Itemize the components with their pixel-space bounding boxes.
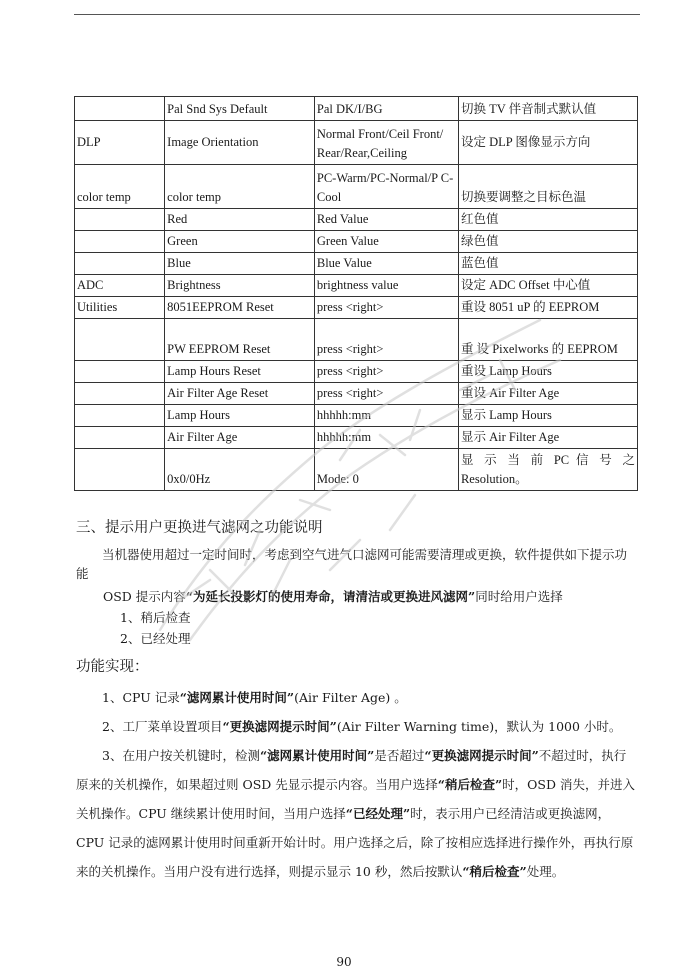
text-run: “已经处理” (345, 806, 411, 821)
table-cell: Utilities (75, 297, 165, 319)
table-cell: Brightness (165, 275, 315, 297)
text-run: 时，表示用户已经清洁或更换滤网，CPU 记录的滤网累计使用时间重新开始计时。用户选择之后，除了按相应选择进行操作外，再执行原来的关机操作。当用户没有进行选择，则提示显示 10 秒，然后按默认 (76, 806, 634, 879)
table-cell: ADC (75, 275, 165, 297)
table-cell (75, 361, 165, 383)
table-cell: 切换要调整之目标色温 (458, 165, 637, 209)
table-cell: 红色值 (458, 209, 637, 231)
table-cell: Pal DK/I/BG (314, 97, 458, 121)
header-rule (74, 14, 640, 15)
osd-prompt-line (103, 587, 563, 605)
text-run: (Air Filter Age) 。 (294, 690, 407, 705)
table-cell (75, 231, 165, 253)
table-cell (75, 383, 165, 405)
table-row (75, 275, 638, 297)
intro-paragraph: 当机器使用超过一定时间时，考虑到空气进气口滤网可能需要清理或更换，软件提供如下提示功能 (76, 547, 628, 581)
table-cell: Pal Snd Sys Default (165, 97, 315, 121)
table-cell (75, 449, 165, 491)
table-cell: press <right> (314, 361, 458, 383)
table-cell: Green Value (314, 231, 458, 253)
table-cell: 绿色值 (458, 231, 637, 253)
table-cell: Air Filter Age Reset (165, 383, 315, 405)
text-run: “更换滤网提示时间” (222, 719, 337, 734)
table-cell: Red Value (314, 209, 458, 231)
table-cell: 重设 8051 uP 的 EEPROM (458, 297, 637, 319)
table-cell: Green (165, 231, 315, 253)
table-row (75, 449, 638, 491)
table-cell: color temp (75, 165, 165, 209)
table-cell (75, 319, 165, 361)
text-run: “滤网累计使用时间” (179, 690, 295, 705)
option-done: 2、已经处理 (120, 631, 191, 646)
osd-quote: “为延长投影灯的使用寿命，请清洁或更换进风滤网” (185, 589, 476, 604)
table-cell: 设定 DLP 图像显示方向 (458, 121, 637, 165)
table-cell (75, 405, 165, 427)
text-run: 1、CPU 记录 (102, 690, 180, 705)
table-cell: PC-Warm/PC-Normal/P C-Cool (314, 165, 458, 209)
text-run: (Air Filter Warning time)，默认为 1000 小时。 (336, 719, 622, 734)
table-row (75, 253, 638, 275)
text-run: 时，OSD 消失，并进入关机操作。CPU 继续累计使用时间，当用户选择 (76, 777, 635, 821)
text-run: “稍后检查” (437, 777, 503, 792)
text-run: 3、在用户按关机键时，检测 (102, 748, 260, 763)
osd-suffix: 同时给用户选择 (475, 589, 563, 604)
table-cell: brightness value (314, 275, 458, 297)
text-run: 是否超过 (374, 748, 425, 763)
table-cell: Normal Front/Ceil Front/ Rear/Rear,Ceiling (314, 121, 458, 165)
table-cell (75, 209, 165, 231)
table-cell: press <right> (314, 319, 458, 361)
table-row (75, 383, 638, 405)
table-cell: press <right> (314, 383, 458, 405)
table-cell: Mode: 0 (314, 449, 458, 491)
table-cell: 重 设 Pixelworks 的 EEPROM (458, 319, 637, 361)
table-cell: 设定 ADC Offset 中心值 (458, 275, 637, 297)
page-number: 90 (336, 955, 352, 969)
implementation-item-3 (76, 741, 638, 886)
section-heading: 三、提示用户更换进气滤网之功能说明 (76, 520, 323, 536)
table-cell: hhhhh:mm (314, 427, 458, 449)
table-cell: 0x0/0Hz (165, 449, 315, 491)
table-cell: Air Filter Age (165, 427, 315, 449)
table-cell: 蓝色值 (458, 253, 637, 275)
table-row (75, 405, 638, 427)
text-run: “更换滤网提示时间” (424, 748, 539, 763)
table-cell: color temp (165, 165, 315, 209)
table-cell: 重设 Air Filter Age (458, 383, 637, 405)
table-cell: 重设 Lamp Hours (458, 361, 637, 383)
implementation-item-1 (76, 683, 638, 712)
table-cell: 8051EEPROM Reset (165, 297, 315, 319)
settings-table (74, 96, 638, 491)
osd-prefix: OSD 提示内容 (103, 589, 186, 604)
text-run: 2、工厂菜单设置项目 (102, 719, 223, 734)
text-run: 处理。 (526, 864, 565, 879)
table-cell: 显 示 当 前 PC 信 号 之 Resolution。 (458, 449, 637, 491)
table-row (75, 319, 638, 361)
table-row (75, 361, 638, 383)
table-cell: 显示 Lamp Hours (458, 405, 637, 427)
table-row (75, 209, 638, 231)
table-row (75, 165, 638, 209)
table-cell: Image Orientation (165, 121, 315, 165)
table-cell: Red (165, 209, 315, 231)
table-row (75, 121, 638, 165)
table-cell (75, 253, 165, 275)
table-row (75, 97, 638, 121)
implementation-item-2 (76, 712, 638, 741)
table-cell: Blue (165, 253, 315, 275)
table-cell: PW EEPROM Reset (165, 319, 315, 361)
table-cell: hhhhh:mm (314, 405, 458, 427)
text-run: “滤网累计使用时间” (259, 748, 375, 763)
table-cell: DLP (75, 121, 165, 165)
table-cell: press <right> (314, 297, 458, 319)
table-cell: 显示 Air Filter Age (458, 427, 637, 449)
table-cell: Lamp Hours Reset (165, 361, 315, 383)
table-row (75, 427, 638, 449)
text-run: “稍后检查” (462, 864, 527, 879)
table-cell: 切换 TV 伴音制式默认值 (458, 97, 637, 121)
implementation-heading: 功能实现： (76, 659, 149, 675)
table-cell (75, 97, 165, 121)
text-run: 不超过时，执行原来的关机操作，如果超过则 OSD 先显示提示内容。当用户选择 (76, 748, 627, 792)
table-row (75, 297, 638, 319)
table-cell: Blue Value (314, 253, 458, 275)
table-row (75, 231, 638, 253)
option-check-later: 1、稍后检查 (120, 610, 191, 625)
table-cell: Lamp Hours (165, 405, 315, 427)
table-cell (75, 427, 165, 449)
